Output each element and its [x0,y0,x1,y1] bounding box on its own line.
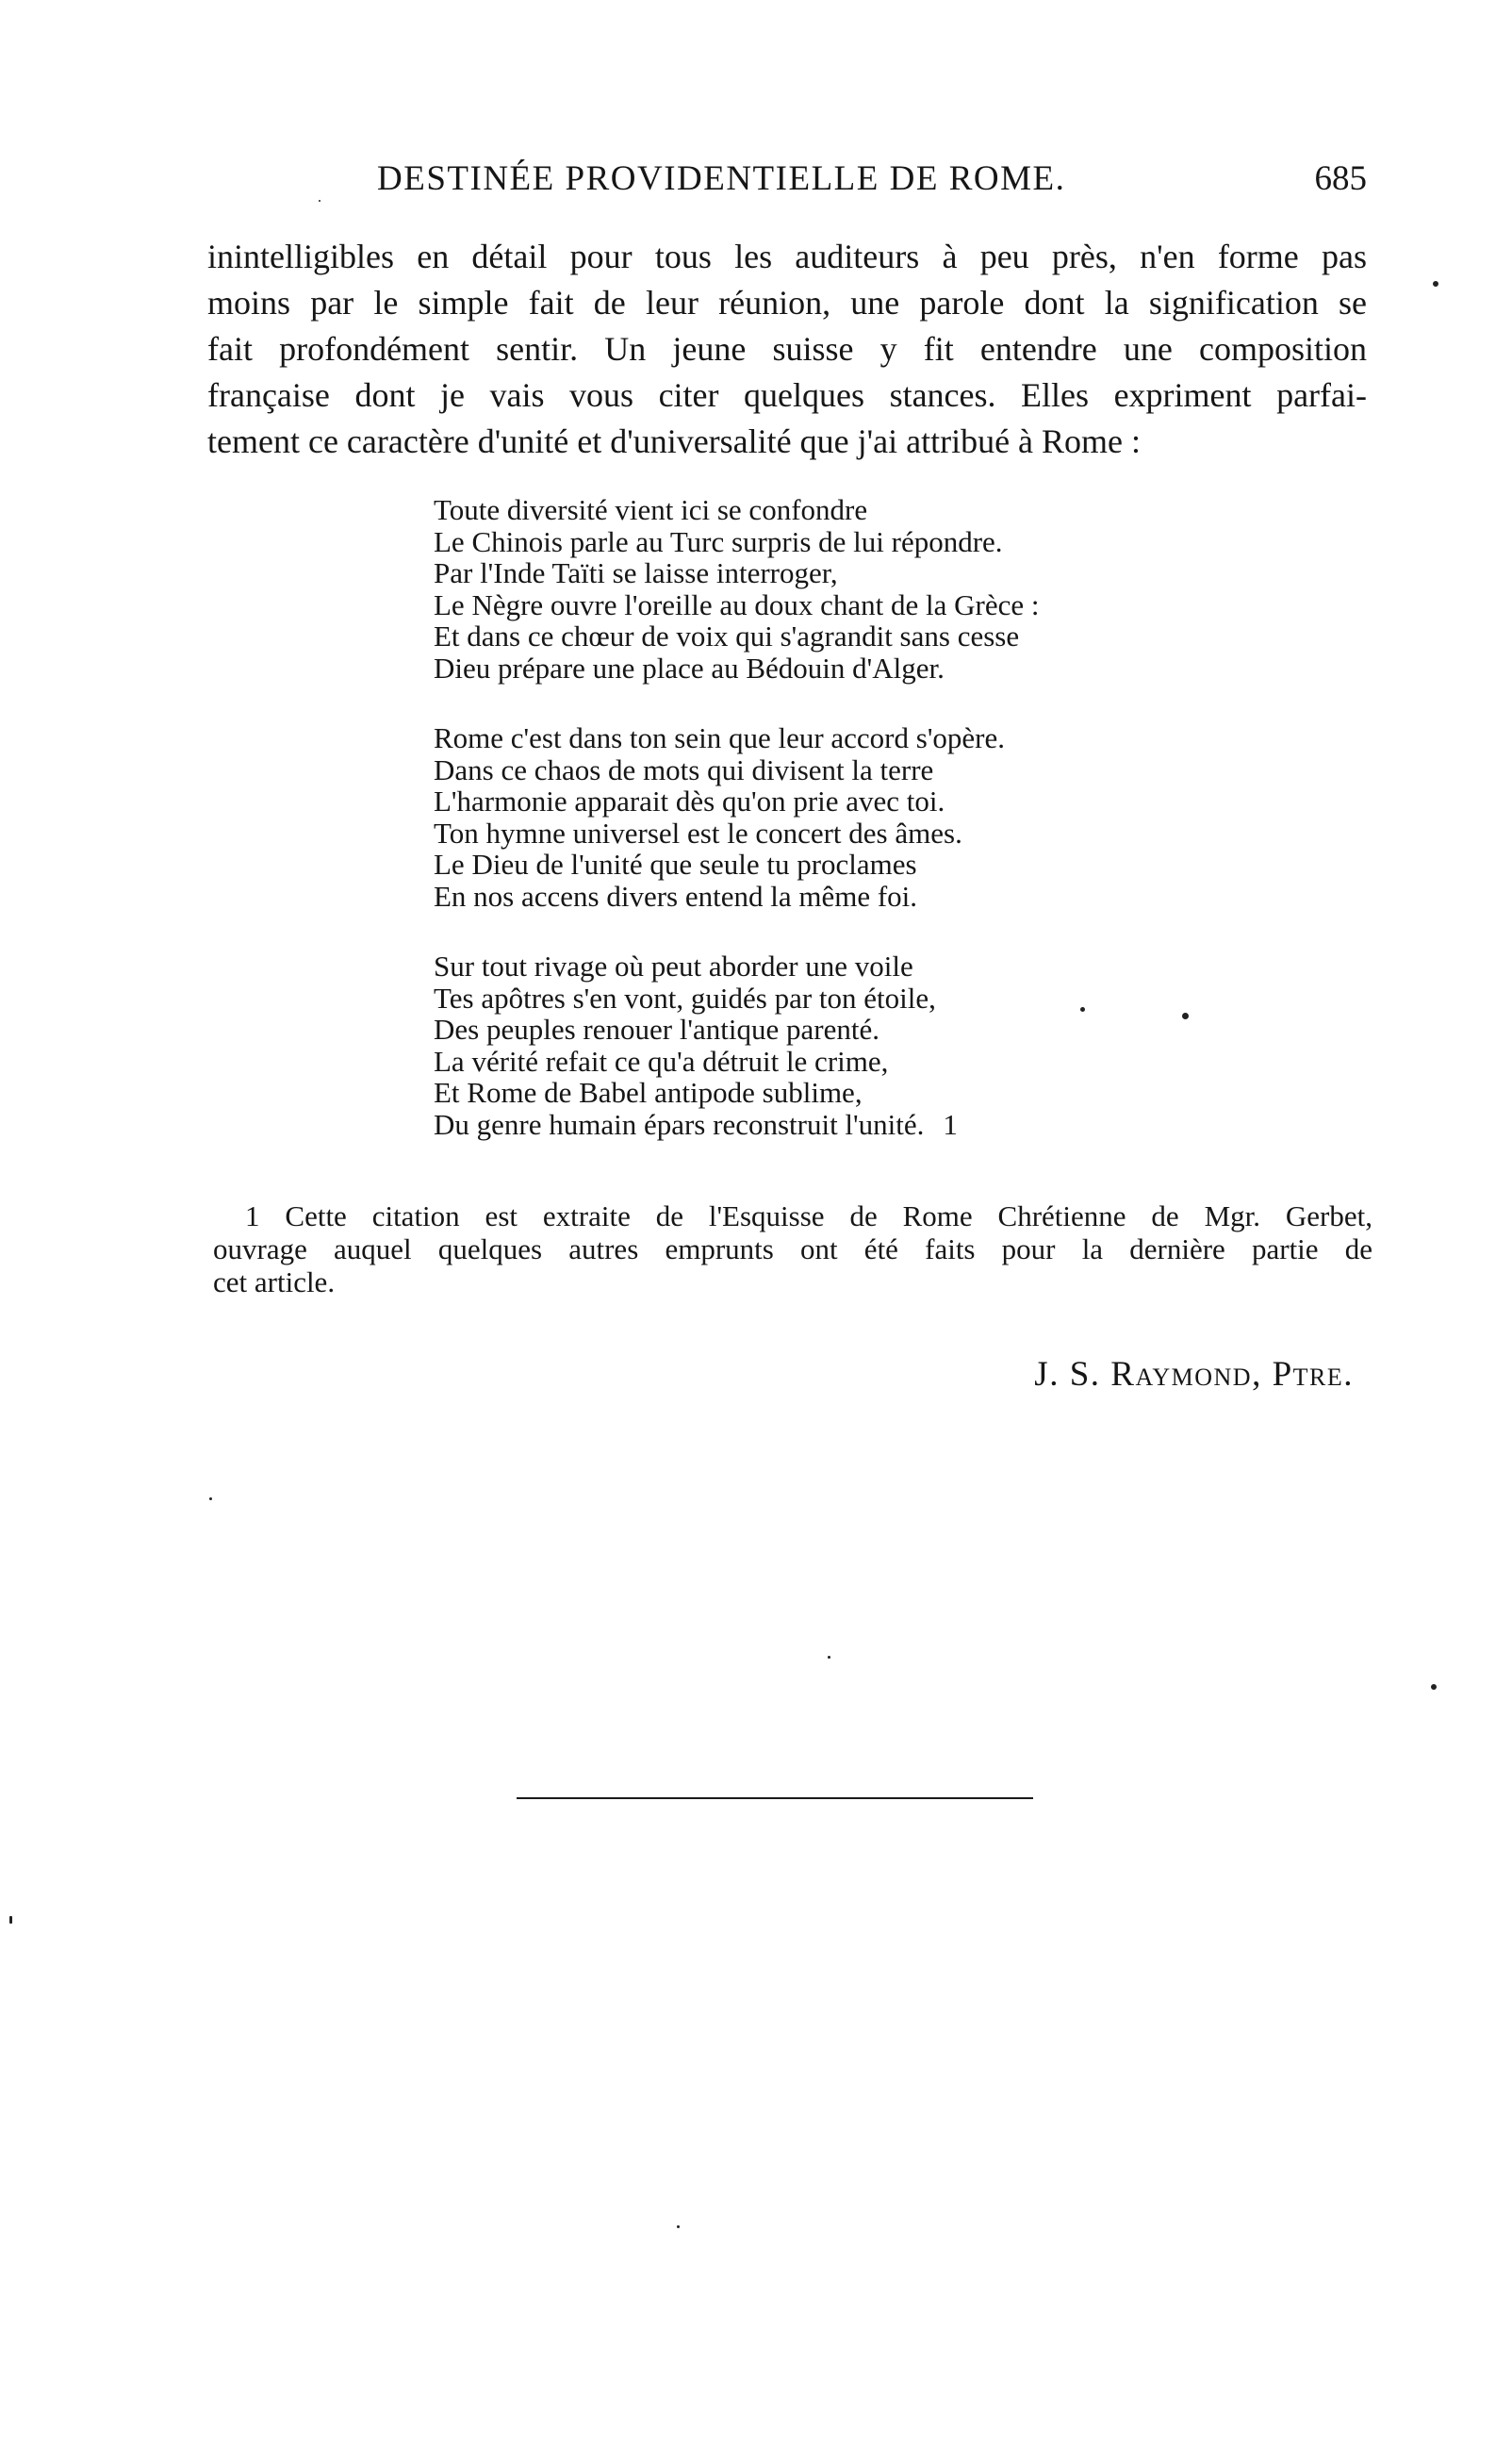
poem-verse: Le Nègre ouvre l'oreille au doux chant de la Grèce : [434,587,1040,621]
body-line: fait profondément sentir. Un jeune suisse y fit entendre une composition [207,330,1367,368]
author-signature: J. S. Raymond, Ptre. [1034,1355,1354,1394]
poem-verse: Ton hymne universel est le concert des âmes. [434,816,962,850]
body-line: moins par le simple fait de leur réunion, une parole dont la signification se [207,284,1367,322]
poem-verse: Toute diversité vient ici se confondre [434,493,868,526]
poem-verse: L'harmonie apparait dès qu'on prie avec toi. [434,785,945,818]
footnote-line: cet article. [213,1265,336,1298]
poem-verse: Et Rome de Babel antipode sublime, [434,1076,863,1109]
scan-speck [9,1916,12,1924]
running-head [207,158,1367,206]
poem-verse: Le Dieu de l'unité que seule tu proclames [434,848,917,881]
poem-verse-last [434,1109,1188,1141]
scan-speck [1182,1013,1189,1019]
poem-verse: Rome c'est dans ton sein que leur accord s'opère. [434,721,1005,754]
body-line: inintelligibles en détail pour tous les auditeurs à peu près, n'en forme pas [207,238,1367,275]
body-line: française dont je vais vous citer quelques stances. Elles expriment parfai- [207,376,1367,414]
poem-stanza-2 [434,722,1188,912]
footnote-reference[interactable]: 1 [943,1107,958,1141]
scan-speck [677,2225,680,2228]
footnote-line: 1 Cette citation est extraite de l'Esquisse de Rome Chrétienne de Mgr. Gerbet, [245,1199,1372,1232]
body-line: tement ce caractère d'unité et d'universalité que j'ai attribué à Rome : [207,422,1142,460]
scan-speck [1431,1684,1437,1690]
scan-speck [1433,281,1438,287]
poem [434,494,1188,1179]
poem-verse: La vérité refait ce qu'a détruit le crime, [434,1044,889,1078]
poem-verse: Des peuples renouer l'antique parenté. [434,1013,879,1046]
poem-verse: Et dans ce chœur de voix qui s'agrandit sans cesse [434,620,1020,653]
poem-verse: Dans ce chaos de mots qui divisent la terre [434,752,934,786]
scan-speck [1080,1007,1085,1012]
poem-verse: Dieu prépare une place au Bédouin d'Alger. [434,651,945,685]
poem-verse: Par l'Inde Taïti se laisse interroger, [434,556,838,589]
page-number: 685 [1314,159,1367,198]
poem-stanza-3 [434,950,1188,1140]
poem-stanza-1 [434,494,1188,684]
section-divider-rule [517,1797,1033,1799]
poem-verse: Le Chinois parle au Turc surpris de lui répondre. [434,524,1003,558]
scan-speck [828,1656,830,1659]
poem-verse: En nos accens divers entend la même foi. [434,879,918,913]
scan-speck [319,200,320,202]
footnote-line: ouvrage auquel quelques autres emprunts ont été faits pour la dernière partie de [213,1232,1372,1265]
poem-verse-text: Du genre humain épars reconstruit l'unité. [434,1107,925,1141]
running-title: DESTINÉE PROVIDENTIELLE DE ROME. [377,159,1066,198]
scan-speck [209,1497,212,1500]
poem-verse: Sur tout rivage où peut aborder une voile [434,950,913,983]
footnote [213,1199,1372,1298]
poem-verse: Tes apôtres s'en vont, guidés par ton étoile, [434,981,936,1015]
body-paragraph [207,234,1367,465]
